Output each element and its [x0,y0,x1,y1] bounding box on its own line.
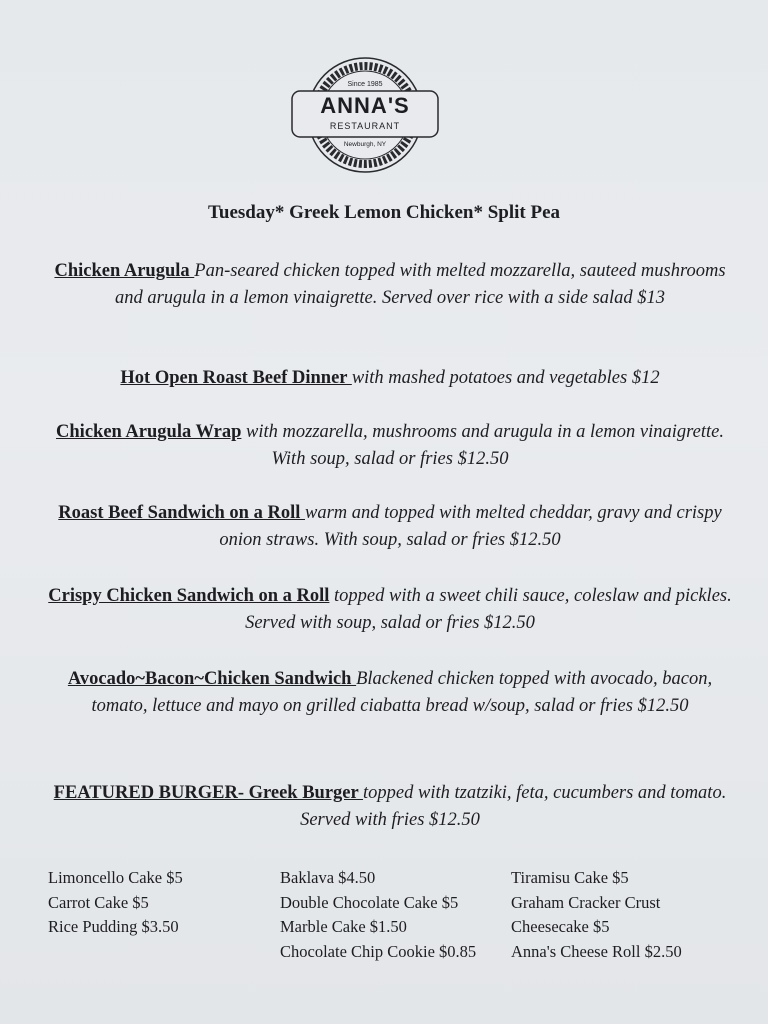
menu-item-title: Hot Open Roast Beef Dinner [120,368,352,388]
dessert-item: Marble Cake $1.50 [280,917,407,936]
menu-item-description: with mashed potatoes and vegetables $12 [351,368,660,388]
menu-item-title: Chicken Arugula Wrap [56,422,242,442]
dessert-item: Double Chocolate Cake $5 [280,892,459,912]
dessert-item: Tiramisu Cake $5 [511,868,629,887]
dessert-item: Cheesecake $5 [511,917,610,936]
logo-since: Since 1985 [347,81,383,88]
dessert-column [280,866,476,964]
dessert-item: Graham Cracker Crust [511,892,661,912]
menu-item-description: topped with a sweet chili sauce, coleslaw and pickles. Served with soup, salad or fries $12.50 [245,586,732,633]
menu-item-title: Avocado~Bacon~Chicken Sandwich [67,669,357,689]
dessert-column [511,866,682,964]
dessert-column [48,866,183,940]
menu-item-title: FEATURED BURGER- Greek Burger [53,783,364,803]
logo-location: Newburgh, NY [343,141,387,148]
dessert-item: Limoncello Cake $5 [48,868,183,887]
menu-item-title: Chicken Arugula [54,261,195,281]
dessert-item: Baklava $4.50 [280,868,376,887]
dessert-item: Carrot Cake $5 [48,892,149,912]
menu-item-description: Pan-seared chicken topped with melted mozzarella, sauteed mushrooms and arugula in a lemon vinaigrette. Served over rice with a side salad $13 [114,261,726,308]
menu-item [40,258,740,311]
dessert-item: Rice Pudding $3.50 [48,917,179,936]
menu-item-description: with mozzarella, mushrooms and arugula in a lemon vinaigrette. With soup, salad or fries $12.50 [241,422,724,469]
menu-item-title: Roast Beef Sandwich on a Roll [58,503,305,523]
dessert-item: Anna's Cheese Roll $2.50 [511,941,682,961]
menu-item-title: Crispy Chicken Sandwich on a Roll [48,586,330,606]
menu-item [40,419,740,472]
menu-item [40,780,740,833]
restaurant-logo [290,55,440,175]
logo-name: ANNA'S [320,93,410,118]
dessert-item: Chocolate Chip Cookie $0.85 [280,941,477,961]
menu-item-description: topped with tzatziki, feta, cucumbers and tomato. Served with fries $12.50 [300,783,727,830]
menu-item-description: warm and topped with melted cheddar, gravy and crispy onion straws. With soup, salad or fries $12.50 [219,503,722,550]
menu-item-description: Blackened chicken topped with avocado, bacon, tomato, lettuce and mayo on grilled ciabatta bread w/soup, salad or fries $12.50 [91,669,713,716]
daily-special-heading: Tuesday* Greek Lemon Chicken* Split Pea [207,202,561,223]
menu-item [40,666,740,719]
menu-item [40,365,740,392]
logo-subtitle: RESTAURANT [329,121,401,131]
menu-item [40,500,740,553]
menu-item [40,583,740,636]
